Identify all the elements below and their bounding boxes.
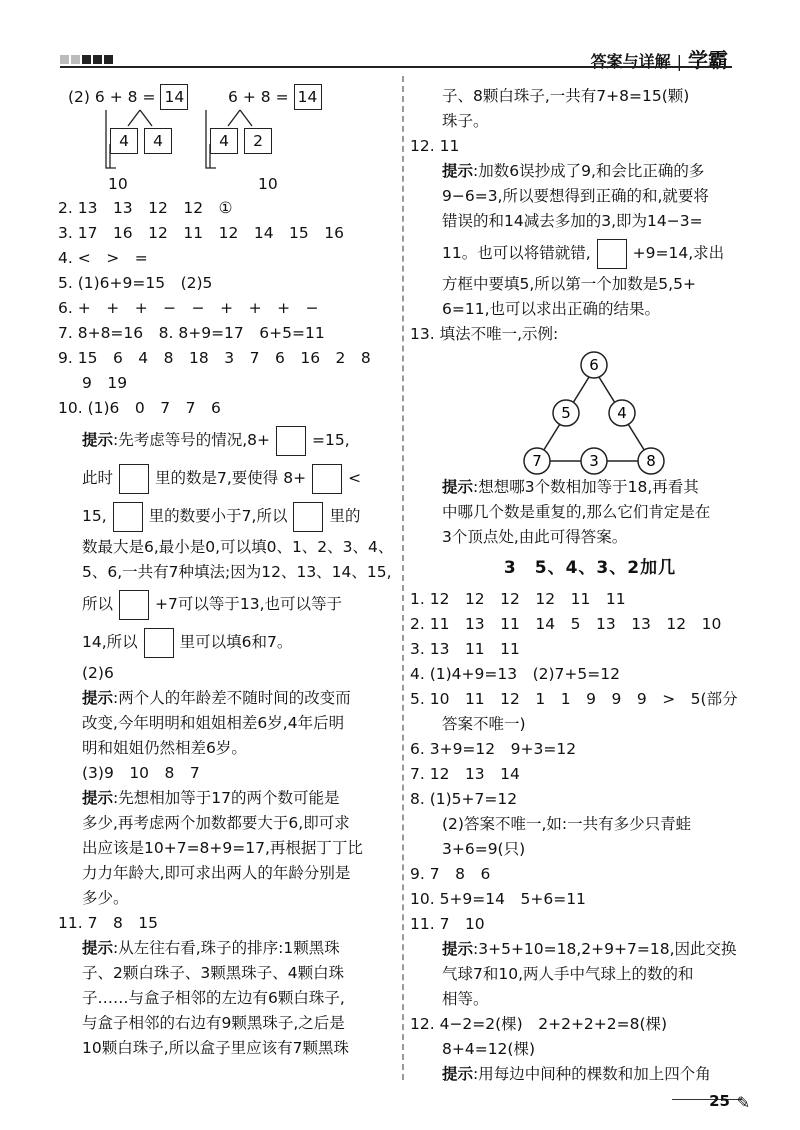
hint-line: 子、2颗白珠子、3颗黑珠子、4颗白珠: [82, 964, 345, 982]
hint-label: 提示: [442, 162, 474, 180]
addend: 8: [260, 88, 271, 106]
answer-line: 5. (1)6+9=15 (2)5: [58, 274, 213, 292]
hint-line: 子……与盒子相邻的左边有6颗白珠子,: [82, 989, 345, 1007]
triangle-drawing: [410, 347, 770, 475]
split-box: 2: [244, 128, 272, 154]
hint-text: <: [348, 469, 362, 487]
hint-text: 14,所以: [82, 633, 138, 651]
answer-line: 12. 11: [410, 137, 460, 155]
hint-text: +9=14,求出: [632, 244, 725, 262]
answer-line: 4. < > =: [58, 249, 148, 267]
ten-label: 10: [108, 175, 128, 193]
hint-line: [410, 234, 770, 272]
hint-line: 6=11,也可以求出正确的结果。: [442, 300, 660, 318]
result-box: 14: [160, 84, 188, 110]
hint-line: 方框中要填5,所以第一个加数是5,5+: [442, 275, 696, 293]
answer-line: (2)答案不唯一,如:一共有多少只青蛙: [442, 815, 692, 833]
answer-line: 7. 8+8=16 8. 8+9=17 6+5=11: [58, 324, 325, 342]
split-box: 4: [144, 128, 172, 154]
hint-line: [410, 937, 770, 962]
hint-text: :3+5+10=18,2+9+7=18,因此交换: [473, 940, 737, 958]
hint-line: [58, 786, 394, 811]
hint-text: +7可以等于13,也可以等于: [155, 595, 343, 613]
hint-line: 相等。: [442, 990, 489, 1008]
hint-line: 气球7和10,两人手中气球上的数的和: [442, 965, 694, 983]
equals-sign: =: [142, 88, 156, 106]
hint-line: 错误的和14减去多加的3,即为14−3=: [442, 212, 703, 230]
hint-text: :用每边中间种的棵数和加上四个角: [473, 1065, 711, 1083]
blank-box: [144, 628, 174, 658]
hint-text: 11。也可以将错就错,: [442, 244, 591, 262]
answer-line: 1. 12 12 12 12 11 11: [410, 590, 626, 608]
blank-box: [119, 590, 149, 620]
answer-line: 答案不唯一): [442, 715, 526, 733]
header-title: 答案与详解: [590, 52, 671, 71]
hint-text: 里可以填6和7。: [179, 633, 293, 651]
part-label: (2): [68, 88, 90, 106]
hint-text: :想想哪3个数相加等于18,再看其: [473, 478, 699, 496]
answer-line: 7. 12 13 14: [410, 765, 520, 783]
hint-text: :先考虑等号的情况,8+: [113, 431, 271, 449]
answer-line: 4. (1)4+9=13 (2)7+5=12: [410, 665, 620, 683]
answer-line: 9. 15 6 4 8 18 3 7 6 16 2 8: [58, 349, 371, 367]
answer-line: 13. 填法不唯一,示例:: [410, 325, 559, 343]
answer-line: 6. + + + − − + + + −: [58, 299, 319, 317]
answer-line: (3)9 10 8 7: [82, 764, 200, 782]
answer-line: (2)6: [82, 664, 114, 682]
hint-text: 此时: [82, 469, 114, 487]
hint-line: [410, 159, 770, 184]
hint-line: [58, 936, 394, 961]
hint-text: :从左往右看,珠子的排序:1颗黑珠: [113, 939, 340, 957]
split-box: 4: [210, 128, 238, 154]
hint-text: =15,: [312, 431, 350, 449]
section-title: 3 5、4、3、2加几: [503, 558, 677, 578]
hint-text: :两个人的年龄差不随时间的改变而: [113, 689, 351, 707]
addition-diagram: [58, 84, 394, 196]
result-box: 14: [294, 84, 322, 110]
hint-line: 3个顶点处,由此可得答案。: [442, 528, 628, 546]
hint-line: 中哪几个数是重复的,那么它们肯定是在: [442, 503, 711, 521]
hint-line: 出应该是10+7=8+9=17,再根据丁丁比: [82, 839, 363, 857]
page-number: 25: [709, 1092, 730, 1110]
header: 答案与详解 | 学霸: [590, 48, 728, 72]
answer-line: 3. 17 16 12 11 12 14 15 16: [58, 224, 345, 242]
hint-label: 提示: [442, 940, 474, 958]
hint-line: [58, 585, 394, 623]
header-decoration: [60, 49, 115, 61]
pencil-icon: ✎: [736, 1093, 750, 1112]
hint-line: 多少,再考虑两个加数都要大于6,即可求: [82, 814, 350, 832]
brand-logo: 学霸: [688, 48, 728, 72]
triangle-number: 7: [532, 452, 542, 470]
hint-line: 改变,今年明明和姐姐相差6岁,4年后明: [82, 714, 345, 732]
hint-line: [410, 1062, 770, 1087]
hint-text: 15,: [82, 507, 107, 525]
plus-sign: +: [109, 88, 123, 106]
triangle-number: 4: [617, 404, 627, 422]
diagram-row-b: [228, 84, 322, 110]
footer-rule: [672, 1099, 742, 1100]
hint-label: 提示: [82, 689, 114, 707]
blank-box: [113, 502, 143, 532]
column-divider: [402, 76, 404, 1080]
hint-text: 里的数是7,要使得 8+: [155, 469, 307, 487]
blank-box: [597, 239, 627, 269]
answer-line: 9 19: [82, 374, 128, 392]
equals-sign: =: [275, 88, 289, 106]
hint-line: 10颗白珠子,所以盒子里应该有7颗黑珠: [82, 1039, 350, 1057]
hint-label: 提示: [82, 939, 114, 957]
blank-box: [312, 464, 342, 494]
addend: 8: [127, 88, 138, 106]
answer-line: 5. 10 11 12 1 1 9 9 9 > 5(部分: [410, 690, 738, 708]
hint-label: 提示: [442, 1065, 474, 1083]
hint-line: 数最大是6,最小是0,可以填0、1、2、3、4、: [82, 538, 394, 556]
hint-text: :先想相加等于17的两个数可能是: [113, 789, 340, 807]
hint-line: 5、6,一共有7种填法;因为12、13、14、15,: [82, 563, 392, 581]
diagram-row-a: [68, 84, 188, 110]
header-rule: [60, 66, 732, 68]
triangle-number: 6: [589, 356, 599, 374]
triangle-number: 8: [646, 452, 656, 470]
answer-line: 3. 13 11 11: [410, 640, 520, 658]
triangle-number: 3: [589, 452, 599, 470]
hint-line: 珠子。: [442, 112, 489, 130]
hint-line: [58, 686, 394, 711]
hint-line: 与盒子相邻的右边有9颗黑珠子,之后是: [82, 1014, 345, 1032]
hint-label: 提示: [82, 789, 114, 807]
addend: 6: [94, 88, 105, 106]
hint-label: 提示: [442, 478, 474, 496]
answer-line: 6. 3+9=12 9+3=12: [410, 740, 577, 758]
answer-line: 12. 4−2=2(棵) 2+2+2+2=8(棵): [410, 1015, 668, 1033]
hint-line: 多少。: [82, 889, 129, 907]
ten-label: 10: [258, 175, 278, 193]
hint-line: [58, 421, 394, 459]
triangle-number: 5: [561, 404, 571, 422]
hint-line: 9−6=3,所以要想得到正确的和,就要将: [442, 187, 709, 205]
hint-text: 里的数要小于7,所以: [148, 507, 288, 525]
plus-sign: +: [242, 88, 256, 106]
hint-label: 提示: [82, 431, 114, 449]
hint-line: [58, 459, 394, 497]
answer-line: 2. 11 13 11 14 5 13 13 12 10: [410, 615, 722, 633]
blank-box: [119, 464, 149, 494]
hint-text: 里的: [329, 507, 361, 525]
number-triangle: [410, 347, 770, 475]
answer-line: 11. 7 10: [410, 915, 485, 933]
answer-line: 8. (1)5+7=12: [410, 790, 518, 808]
answer-line: 2. 13 13 12 12 ①: [58, 199, 233, 217]
addend: 6: [228, 88, 238, 106]
hint-line: [58, 497, 394, 535]
hint-line: [58, 623, 394, 661]
hint-text: :加数6误抄成了9,和会比正确的多: [473, 162, 705, 180]
hint-line: 明和姐姐仍然相差6岁。: [82, 739, 247, 757]
hint-text: 所以: [82, 595, 114, 613]
hint-line: [410, 475, 770, 500]
answer-line: 11. 7 8 15: [58, 914, 159, 932]
blank-box: [276, 426, 306, 456]
answer-line: 3+6=9(只): [442, 840, 526, 858]
right-column: [410, 84, 770, 1087]
blank-box: [293, 502, 323, 532]
answer-line: 9. 7 8 6: [410, 865, 491, 883]
answer-line: 8+4=12(棵): [442, 1040, 536, 1058]
hint-line: 子、8颗白珠子,一共有7+8=15(颗): [442, 87, 690, 105]
hint-line: 力力年龄大,即可求出两人的年龄分别是: [82, 864, 351, 882]
answer-line: 10. (1)6 0 7 7 6: [58, 399, 221, 417]
answer-line: 10. 5+9=14 5+6=11: [410, 890, 586, 908]
split-box: 4: [110, 128, 138, 154]
left-column: [58, 84, 394, 1061]
